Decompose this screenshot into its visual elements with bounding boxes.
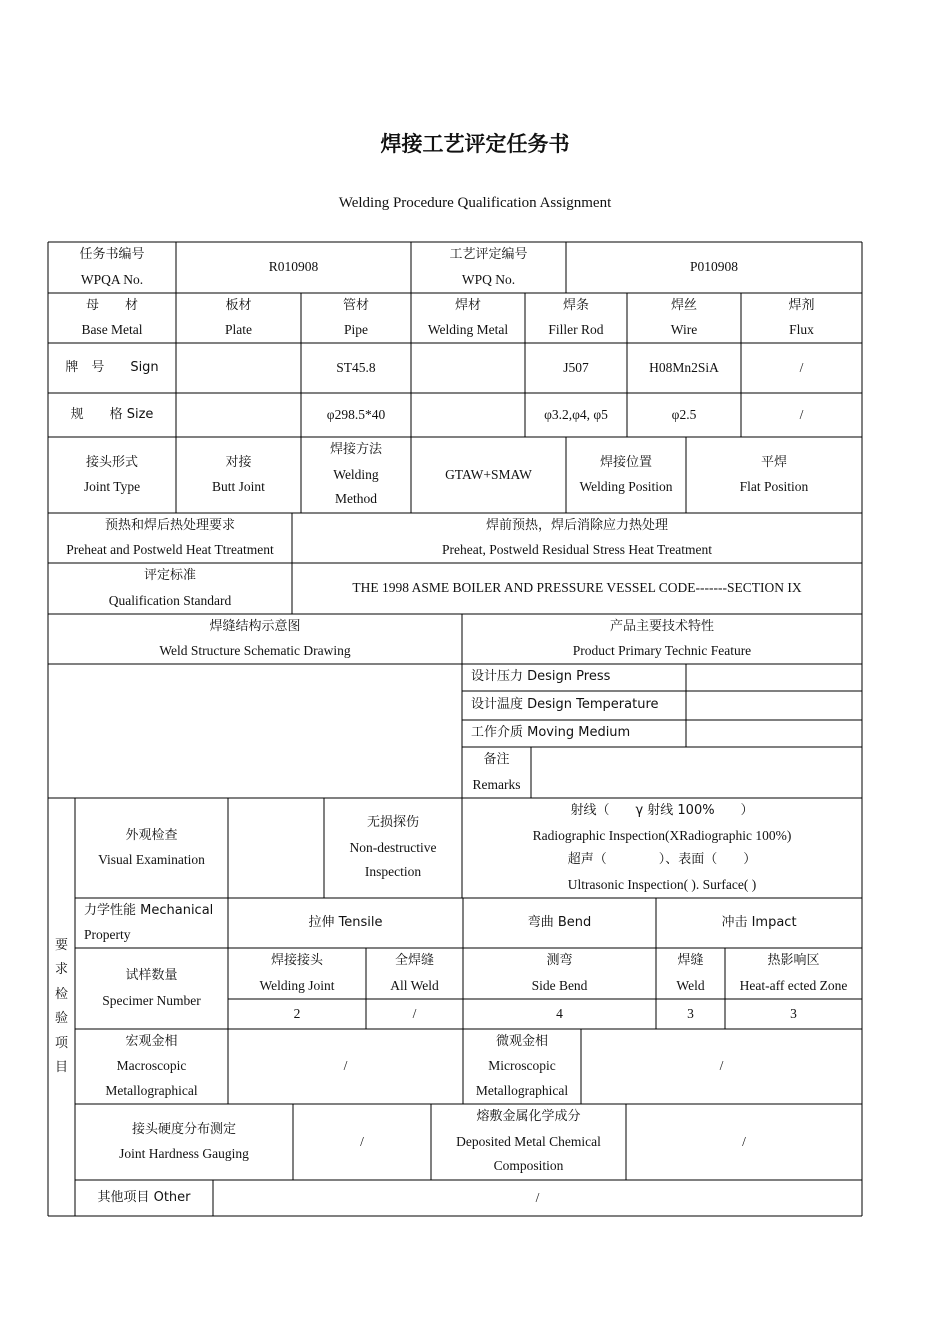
hardness-value: / <box>360 1133 364 1149</box>
flux-header: 焊剂 Flux <box>788 297 815 337</box>
wpqa-value: R010908 <box>268 259 319 275</box>
standard-label: 评定标准 Qualification Standard <box>108 568 232 608</box>
sign-welding-metal <box>411 343 525 393</box>
size-pipe: φ298.5*40 <box>326 406 386 422</box>
filler-rod-header: 焊条 Filler Rod <box>548 297 604 337</box>
welding-joint-header: 焊接接头 Welding Joint <box>259 953 335 993</box>
pipe-header: 管材 Pipe <box>342 297 369 337</box>
sign-pipe: ST45.8 <box>336 359 376 375</box>
wpqa-label: 任务书编号 WPQA No. <box>79 247 145 287</box>
haz-header: 热影响区 Heat-aff ected Zone <box>739 953 848 993</box>
weld-header: 焊缝 Weld <box>676 953 705 993</box>
ndt-label: 无损探伤 Non-destructive Inspection <box>349 815 437 880</box>
micro-value: / <box>719 1058 724 1074</box>
base-metal-label: 母 材 Base Metal <box>81 297 143 337</box>
mechanical-label: 力学性能 Mechanical Property <box>84 902 214 942</box>
tensile-header: 拉伸 Tensile <box>308 914 383 930</box>
ndt-value: 射线（ γ 射线 100% ） Radiographic Inspection(XRadiographic 100%) 超声（ ）、表面（ ） Ultrasonic Inspection( ). Surface( ) <box>532 803 792 892</box>
all-weld-header: 全焊缝 All Weld <box>390 953 439 993</box>
welding-position-value: 平焊 Flat Position <box>739 454 809 494</box>
macro-label: 宏观金相 Macroscopic Metallographical <box>105 1033 198 1098</box>
count-side-bend: 4 <box>556 1005 563 1021</box>
count-all-weld: / <box>412 1005 417 1021</box>
welding-method-value: GTAW+SMAW <box>445 466 532 482</box>
impact-header: 冲击 Impact <box>721 914 797 930</box>
wpq-label: 工艺评定编号 WPQ No. <box>449 247 528 287</box>
size-flux: / <box>799 406 804 422</box>
preheat-value: 焊前预热，焊后消除应力热处理 Preheat, Postweld Residual Stress Heat Treatment <box>442 517 712 557</box>
micro-label: 微观金相 Microscopic Metallographical <box>475 1033 569 1098</box>
chemical-label: 熔敷金属化学成分 Deposited Metal Chemical Composition <box>456 1109 601 1174</box>
wpq-value: P010908 <box>689 259 738 275</box>
remarks-label: 备注 Remarks <box>472 752 521 792</box>
chemical-value: / <box>742 1133 746 1149</box>
size-filler-rod: φ3.2,φ4, φ5 <box>544 406 608 422</box>
visual-exam-label: 外观检查 Visual Examination <box>98 827 205 867</box>
sign-plate <box>176 343 301 393</box>
remarks-value <box>531 747 862 798</box>
plate-header: 板材 Plate <box>225 297 252 337</box>
welding-position-label: 焊接位置 Welding Position <box>579 454 673 494</box>
medium-value <box>686 720 862 747</box>
visual-exam-value <box>228 798 324 898</box>
side-bend-header: 测弯 Side Bend <box>531 953 588 993</box>
count-weld: 3 <box>687 1005 694 1021</box>
size-label: 规 格 Size <box>70 406 154 422</box>
count-haz: 3 <box>790 1005 797 1021</box>
design-temp-label: 设计温度 Design Temperature <box>471 697 659 713</box>
count-welding-joint: 2 <box>293 1005 301 1021</box>
preheat-label: 预热和焊后热处理要求 Preheat and Postweld Heat Ttreatment <box>66 517 274 557</box>
hardness-label: 接头硬度分布测定 Joint Hardness Gauging <box>119 1121 249 1161</box>
size-plate <box>176 393 301 437</box>
design-press-value <box>686 664 862 691</box>
feature-label: 产品主要技术特性 Product Primary Technic Feature <box>572 618 752 658</box>
design-temp-value <box>686 691 862 720</box>
welding-metal-header: 焊材 Welding Metal <box>427 297 509 337</box>
sign-filler-rod: J507 <box>563 359 589 375</box>
page-subtitle: Welding Procedure Qualification Assignment <box>338 195 612 211</box>
joint-type-label: 接头形式 Joint Type <box>83 454 141 494</box>
size-welding-metal <box>411 393 525 437</box>
specimen-number-label: 试样数量 Specimer Number <box>102 968 201 1008</box>
joint-type-value: 对接 Butt Joint <box>212 454 265 494</box>
wire-header: 焊丝 Wire <box>670 297 698 337</box>
medium-label: 工作介质 Moving Medium <box>471 725 631 741</box>
sign-label: 牌 号 Sign <box>65 359 159 375</box>
drawing-label: 焊缝结构示意图 Weld Structure Schematic Drawing <box>159 618 351 658</box>
other-label: 其他项目 Other <box>97 1189 191 1205</box>
welding-method-label: 焊接方法 Welding Method <box>329 442 382 507</box>
standard-value: THE 1998 ASME BOILER AND PRESSURE VESSEL CODE-------SECTION IX <box>352 580 802 596</box>
macro-value: / <box>343 1058 348 1074</box>
drawing-area <box>48 664 462 798</box>
sign-wire: H08Mn2SiA <box>649 359 719 375</box>
bend-header: 弯曲 Bend <box>527 914 592 930</box>
other-value: / <box>535 1189 540 1205</box>
page-title: 焊接工艺评定任务书 <box>380 132 570 156</box>
design-press-label: 设计压力 Design Press <box>471 669 611 685</box>
sign-flux: / <box>799 359 804 375</box>
inspection-side-label: 要 求 检 验 项 目 <box>54 937 68 1075</box>
size-wire: φ2.5 <box>671 406 697 422</box>
